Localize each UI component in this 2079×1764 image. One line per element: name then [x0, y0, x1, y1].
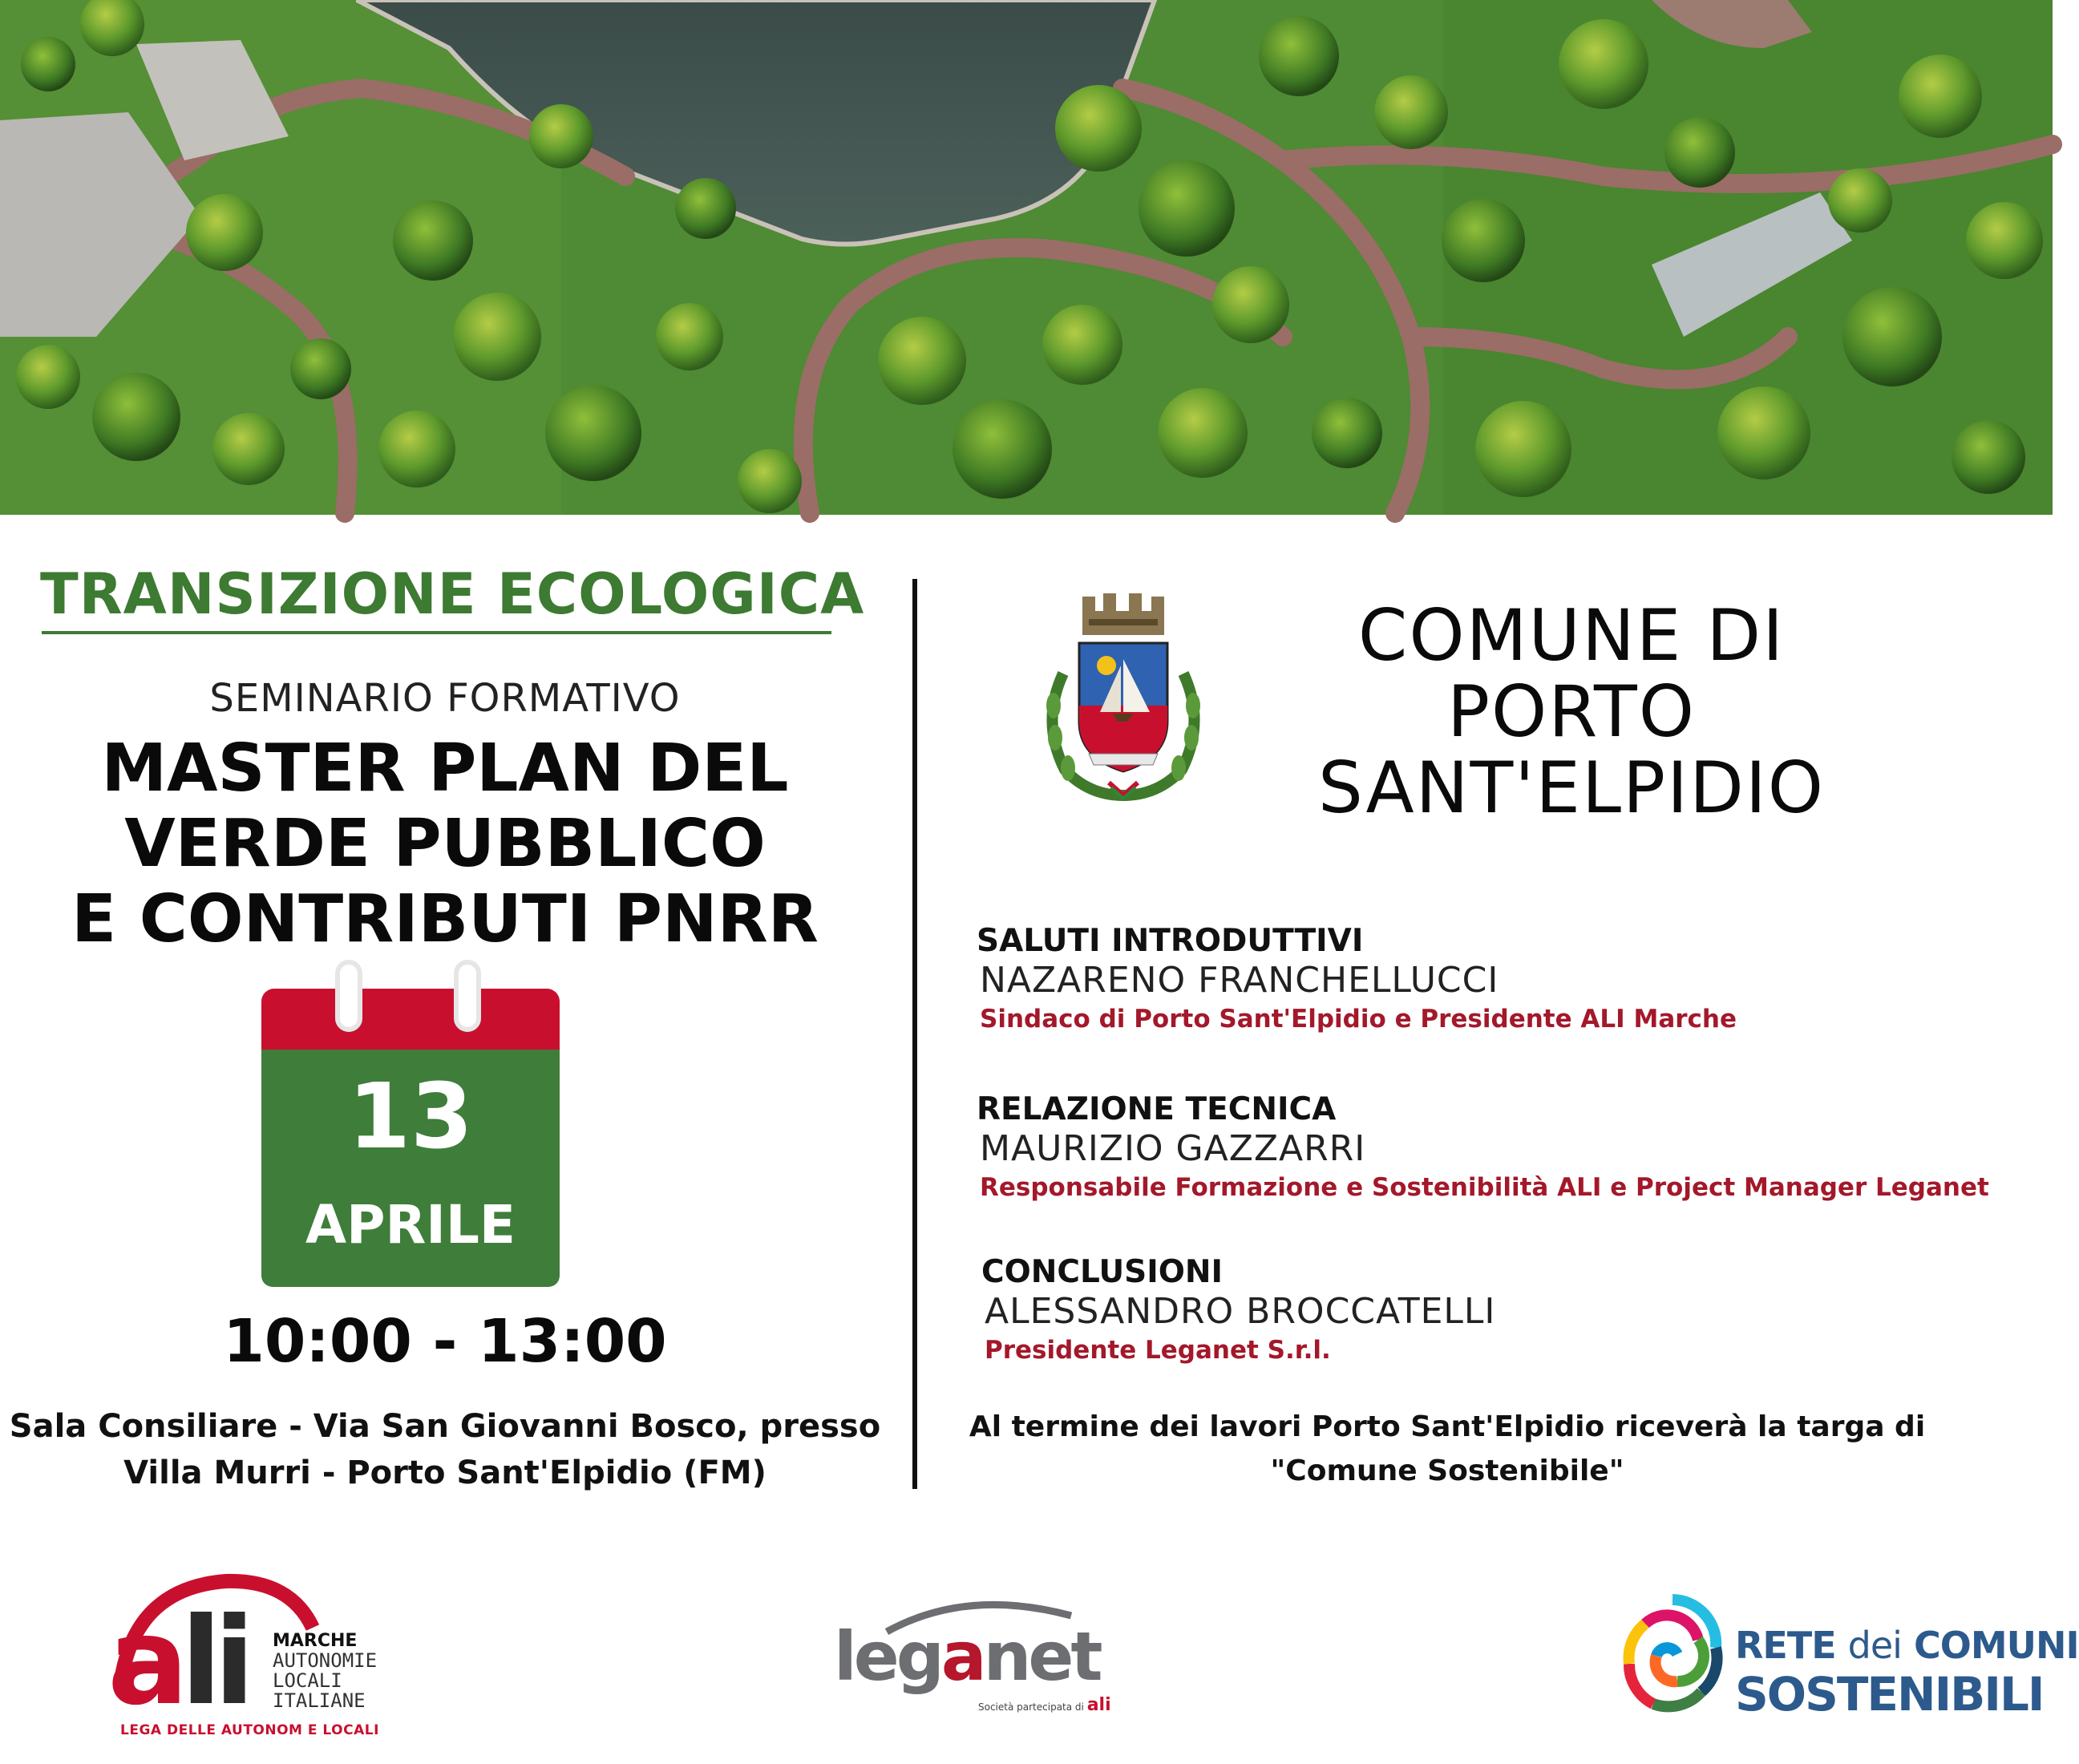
speaker-role: Sindaco di Porto Sant'Elpidio e Presidente ALI Marche: [980, 1005, 1737, 1034]
rete-word: dei: [1847, 1624, 1902, 1667]
ali-side-text: [273, 1631, 377, 1711]
speaker-name: MAURIZIO GAZZARRI: [980, 1128, 1366, 1169]
speaker-role: Responsabile Formazione e Sostenibilità ALI e Project Manager Leganet: [980, 1173, 1989, 1202]
ali-tagline: LEGA DELLE AUTONOM E LOCALI: [120, 1722, 379, 1738]
host-name-line: PORTO: [1446, 670, 1697, 753]
leganet-part: leg: [834, 1617, 941, 1696]
host-name: [1283, 594, 1860, 829]
ali-marche-logo: [103, 1572, 379, 1748]
event-title-line: MASTER PLAN DEL: [101, 730, 789, 807]
ali-letters-li: li: [180, 1592, 248, 1732]
event-time: 10:00 - 13:00: [223, 1307, 667, 1376]
host-name-line: SANT'ELPIDIO: [1317, 746, 1826, 829]
calendar-ring: [454, 960, 481, 1032]
leganet-subtext: [978, 1695, 1111, 1715]
ali-letter-a: a: [107, 1592, 181, 1732]
ali-region: MARCHE: [273, 1631, 358, 1651]
closing-line: "Comune Sostenibile": [1270, 1454, 1624, 1487]
column-divider: [912, 579, 917, 1489]
leganet-part: a: [940, 1617, 984, 1696]
topic-heading: TRANSIZIONE ECOLOGICA: [40, 561, 865, 627]
municipal-crest-icon: [1033, 585, 1214, 808]
leganet-wordmark: [834, 1618, 1100, 1695]
sdg-spiral-icon: [1621, 1592, 1724, 1728]
date-day: 13: [348, 1065, 473, 1169]
ali-side-line: ITALIANE: [273, 1689, 366, 1712]
rete-word: COMUNI: [1901, 1624, 2079, 1667]
event-title-line: E CONTRIBUTI PNRR: [71, 881, 819, 957]
event-title-line: VERDE PUBBLICO: [124, 806, 766, 882]
rete-word: RETE: [1735, 1624, 1848, 1667]
aerial-park-photo: [0, 0, 2053, 515]
program-item: [977, 1090, 2019, 1206]
venue-line: Villa Murri - Porto Sant'Elpidio (FM): [123, 1454, 766, 1491]
program-label: CONCLUSIONI: [981, 1254, 1224, 1290]
program-label: RELAZIONE TECNICA: [977, 1091, 1337, 1127]
calendar-header: [261, 989, 560, 1050]
ali-letters: [107, 1592, 248, 1732]
leganet-small-text: Società partecipata di: [978, 1701, 1084, 1713]
leganet-small-brand: ali: [1086, 1695, 1111, 1715]
speaker-role: Presidente Leganet S.r.l.: [985, 1336, 1331, 1365]
venue-line: Sala Consiliare - Via San Giovanni Bosco, presso: [9, 1408, 881, 1445]
leganet-logo: [831, 1596, 1111, 1732]
rete-comuni-sostenibili-logo: [1621, 1592, 2079, 1736]
calendar-ring: [335, 960, 362, 1032]
event-type: SEMINARIO FORMATIVO: [209, 676, 681, 721]
speaker-name: ALESSANDRO BROCCATELLI: [985, 1291, 1496, 1332]
program-item: [981, 1253, 2024, 1369]
program-label: SALUTI INTRODUTTIVI: [977, 923, 1364, 959]
date-month: APRILE: [305, 1194, 516, 1256]
closing-note: [946, 1405, 1948, 1493]
event-title: [0, 731, 890, 957]
host-name-line: COMUNE DI: [1357, 594, 1786, 677]
event-venue: [0, 1403, 890, 1496]
leganet-part: net: [983, 1617, 1100, 1696]
program-item: [977, 922, 2019, 1038]
aerial-park-illustration: [0, 0, 2053, 515]
closing-line: Al termine dei lavori Porto Sant'Elpidio riceverà la targa di: [969, 1410, 1926, 1443]
ali-side-line: AUTONOMIE: [273, 1649, 378, 1672]
rete-title-line1: [1735, 1624, 2079, 1667]
calendar-date-icon: [261, 989, 560, 1287]
speaker-name: NAZARENO FRANCHELLUCCI: [980, 960, 1499, 1001]
ali-side-line: LOCALI: [273, 1669, 342, 1692]
rete-title-line2: SOSTENIBILI: [1735, 1667, 2044, 1722]
topic-underline: [42, 631, 831, 634]
